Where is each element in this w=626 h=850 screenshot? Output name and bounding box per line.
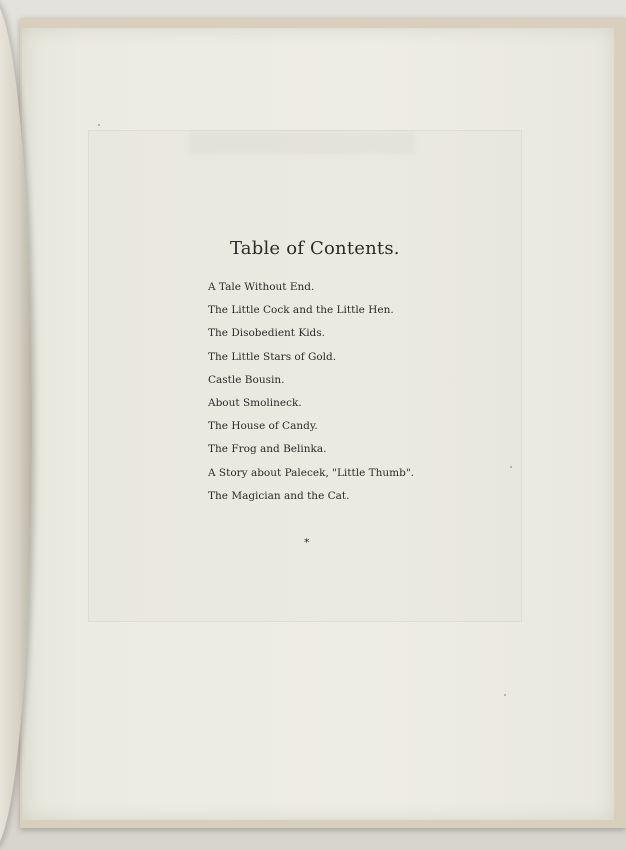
ornament-star-icon: * bbox=[304, 536, 310, 549]
paper-speck bbox=[504, 694, 506, 696]
paper-speck bbox=[510, 466, 512, 468]
toc-item: The Magician and the Cat. bbox=[208, 489, 350, 502]
toc-item: The Little Stars of Gold. bbox=[208, 350, 337, 363]
toc-list bbox=[208, 280, 414, 512]
toc-item: A Tale Without End. bbox=[208, 281, 315, 293]
toc-item: The Disobedient Kids. bbox=[208, 327, 326, 340]
paper-speck bbox=[98, 124, 100, 126]
toc-item: The House of Candy. bbox=[208, 420, 318, 433]
toc-item: The Frog and Belinka. bbox=[208, 443, 327, 456]
toc-title: Table of Contents. bbox=[230, 238, 400, 259]
toc-item: About Smolineck. bbox=[208, 396, 302, 409]
toc-item: Castle Bousin. bbox=[208, 373, 285, 386]
toc-item: A Story about Palecek, "Little Thumb". bbox=[208, 466, 415, 479]
show-through-title bbox=[190, 132, 415, 154]
toc-item: The Little Cock and the Little Hen. bbox=[208, 304, 394, 317]
